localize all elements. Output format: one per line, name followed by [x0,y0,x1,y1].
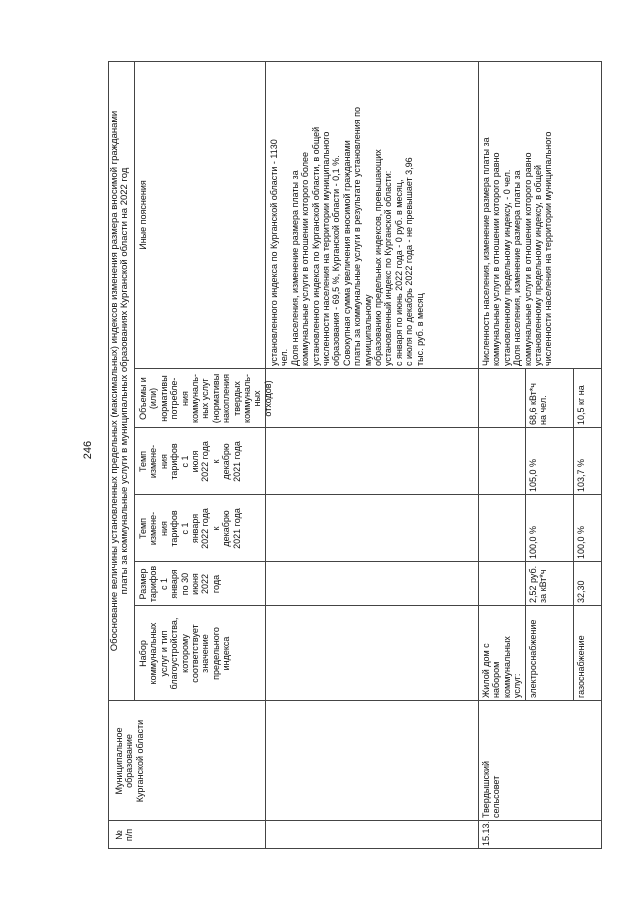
header-rate-july: Темп измене- ния тарифов с 1 июля 2022 года к декабрю 2021 года [138,441,242,482]
header-rate-january: Темп измене- ния тарифов с 1 января 2022 года к декабрю 2021 года [138,508,242,549]
header-service-set: Набор коммунальных услуг и тип благоустройства, которому соответствует значение предельного индекса [138,617,232,690]
tariff-table [108,61,602,849]
page-number: 246 [82,440,94,460]
rate-january-electricity: 100,0 % [528,525,538,559]
header-group-title: Обоснование величины установленных предельных (максимальных) индексов изменения размера вносимой гражданами платы за коммунальные услуги в муниципальных образованиях Курганской области на 2022 год [109,110,131,652]
header-other: Иные пояснения [138,180,148,250]
header-number: № п/п [114,828,135,842]
entry-other-text: Численность населения, изменение размера платы за коммунальные услуги в отношении которого равно установленному предельному индексу, - 0 чел. Доля населения, изменение размера платы за коммунальные услуги в отношении которого равно установленному предельному индексу, в общей численности населения на территории муниципального [481,131,554,366]
rate-july-gas: 103,7 % [576,458,586,492]
entry-number: 15.13. [481,820,491,846]
volume-electricity: 68,6 кВт*ч на чел. [528,383,549,425]
header-volume: Объемы и (или) нормативы потребле- ния коммуналь- ных услуг (нормативы накопления твердых коммуналь- ных отходов) [138,373,273,424]
rate-january-gas: 100,0 % [576,525,586,559]
service-gas: газоснабжение [576,635,586,698]
entry-municipality: Твердышский сельсовет [481,760,502,818]
tariff-gas: 32,30 [576,580,586,603]
tariff-electricity: 2,52 руб. за кВт*ч [528,565,549,603]
rate-july-electricity: 105,0 % [528,458,538,492]
continuation-other-text: установленного индекса по Курганской области - 1130 чел. Доля населения, изменение размера платы за коммунальные услуги в отношении которого более установленного индекса по Курганской области, в общей численности населения на территории муниципального образования - 69,5 %, Курганской области - 0,1 %. Совокупная сумма увеличения вносимой гражданами платы за коммунальные услуги в результате установления по муниципальному образованию предельных индексов, превышающих установленный индекс по Курганской области: с января по июнь 2022 года - 0 руб. в месяц, с июля по декабрь 2022 года - не превышает 3,96 тыс. руб. в месяц [269,107,425,366]
volume-gas: 10,5 кг на [576,385,586,425]
service-set-cell: Жилой дом с набором коммунальных услуг: [481,636,523,698]
header-tariff: Размер тарифов с 1 января по 30 июня 2022 года [138,565,221,603]
header-municipality: Муниципальное образование Курганской области [114,719,145,803]
service-electricity: электроснабжение [528,619,538,698]
